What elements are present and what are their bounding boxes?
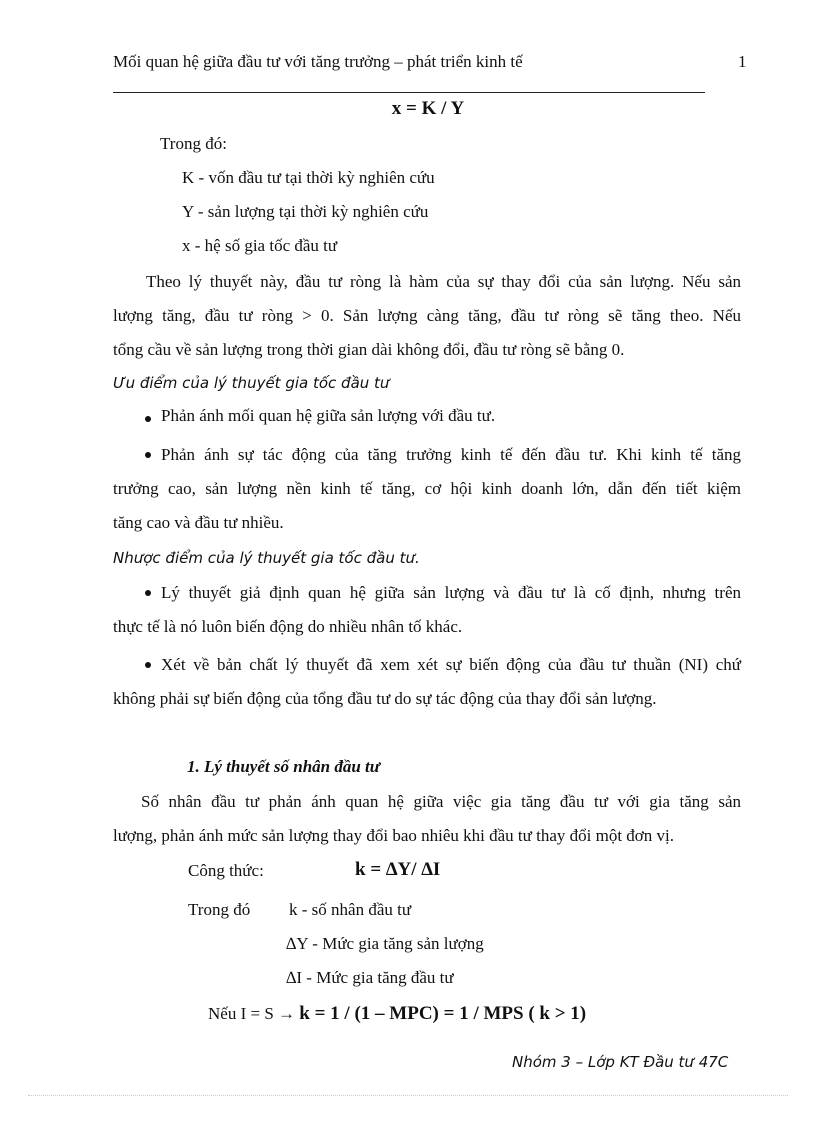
multiplier-line-1: Số nhân đầu tư phản ánh quan hệ giữa việc gia tăng đầu tư với gia tăng sản: [141, 792, 741, 811]
disadvantage-bullet-2-line-2: không phải sự biến động của tổng đầu tư do sự tác động của thay đổi sản lượng.: [113, 689, 657, 708]
condition-line: [208, 1003, 586, 1025]
section-where-label: Trong đó: [188, 900, 251, 919]
formula-accelerator: x = K / Y: [391, 98, 465, 119]
advantage-bullet-2-line-2: trưởng cao, sản lượng nền kinh tế tăng, cơ hội kinh doanh lớn, dẫn đến tiết kiệm: [113, 479, 741, 498]
disadvantage-bullet-2-line-1: Xét về bản chất lý thuyết đã xem xét sự biến động của đầu tư thuần (NI) chứ: [161, 655, 741, 674]
advantage-bullet-2-line-3: tăng cao và đầu tư nhiều.: [113, 513, 284, 532]
disadvantage-bullet-1: [113, 576, 741, 644]
condition-prefix: Nếu I = S →: [208, 1004, 296, 1023]
definition-multiplier-k: k - số nhân đầu tư: [289, 900, 412, 919]
advantages-title: Ưu điểm của lý thuyết gia tốc đầu tư: [113, 374, 390, 392]
page-number: 1: [738, 52, 747, 71]
disadvantage-bullet-2: [113, 648, 741, 716]
disadvantage-bullet-1-line-1: Lý thuyết giả định quan hệ giữa sản lượng và đầu tư là cố định, nhưng trên: [161, 583, 741, 602]
formula-label: Công thức:: [188, 861, 264, 880]
definition-y: Y - sản lượng tại thời kỳ nghiên cứu: [182, 202, 429, 221]
definition-delta-y: ∆Y - Mức gia tăng sản lượng: [286, 934, 484, 953]
definition-delta-i: ∆I - Mức gia tăng đầu tư: [286, 968, 454, 987]
advantage-bullet-1: Phản ánh mối quan hệ giữa sản lượng với đầu tư.: [161, 406, 496, 425]
advantage-bullet-2-line-1: Phản ánh sự tác động của tăng trưởng kinh tế đến đầu tư. Khi kinh tế tăng: [161, 445, 741, 464]
disadvantage-bullet-1-line-2: thực tế là nó luôn biến động do nhiều nhân tố khác.: [113, 617, 463, 636]
where-label: Trong đó:: [160, 134, 227, 153]
footer-text: Nhóm 3 – Lớp KT Đầu tư 47C: [512, 1053, 729, 1071]
disadvantages-title: Nhược điểm của lý thuyết gia tốc đầu tư.: [113, 549, 420, 567]
footer-divider: [28, 1095, 788, 1096]
definition-k: K - vốn đầu tư tại thời kỳ nghiên cứu: [182, 168, 435, 187]
condition-formula: k = 1 / (1 – MPC) = 1 / MPS ( k > 1): [299, 1003, 587, 1024]
bullet-icon: [145, 416, 151, 422]
header-title: Mối quan hệ giữa đầu tư với tăng trưởng – phát triển kinh tế: [113, 52, 523, 71]
theory-line-2: lượng tăng, đầu tư ròng > 0. Sản lượng càng tăng, đầu tư ròng sẽ tăng theo. Nếu: [113, 306, 741, 325]
theory-paragraph: [113, 265, 741, 367]
theory-line-3: tổng cầu về sản lượng trong thời gian dài không đổi, đầu tư ròng sẽ bằng 0.: [113, 340, 625, 359]
multiplier-paragraph: [113, 785, 741, 853]
definition-x: x - hệ số gia tốc đầu tư: [182, 236, 338, 255]
advantage-bullet-2: [113, 438, 741, 540]
theory-line-1: Theo lý thuyết này, đầu tư ròng là hàm của sự thay đổi của sản lượng. Nếu sản: [146, 272, 741, 291]
section-heading: 1. Lý thuyết số nhân đầu tư: [187, 757, 380, 776]
header-divider: [113, 92, 705, 93]
multiplier-formula: k = ∆Y/ ∆I: [355, 859, 441, 880]
multiplier-line-2: lượng, phản ánh mức sản lượng thay đổi bao nhiêu khi đầu tư thay đổi một đơn vị.: [113, 826, 674, 845]
